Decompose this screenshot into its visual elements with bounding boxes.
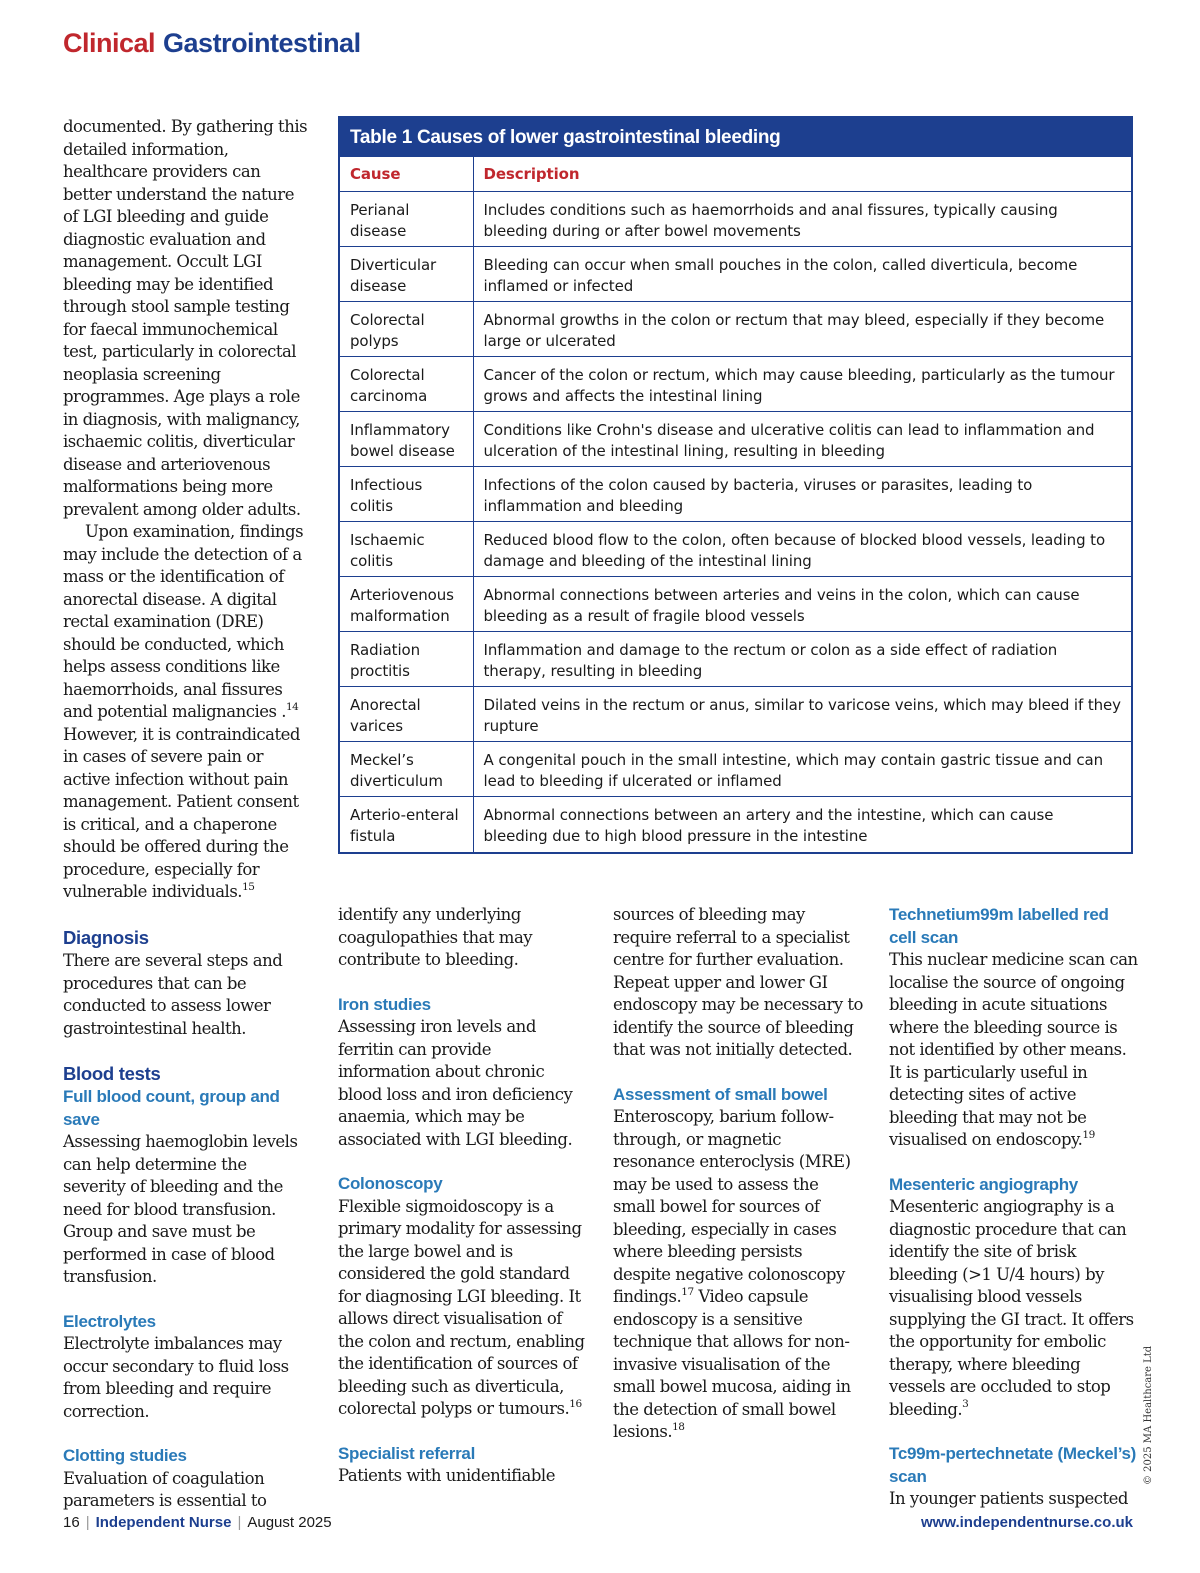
description-cell: Infections of the colon caused by bacteria, viruses or parasites, leading to inflammation and bleeding bbox=[473, 467, 1131, 522]
column-3 bbox=[613, 904, 863, 1444]
cause-cell: Diverticular disease bbox=[340, 247, 473, 302]
text: However, it is contraindicated in cases of severe pain or active infection without pain management. Patient consent is critical, and a chaperone should be offered during the procedure, especially for vulnerable individuals. bbox=[63, 724, 300, 901]
column-1-top bbox=[63, 116, 311, 904]
header-description: Description bbox=[473, 157, 1131, 192]
description-cell: Inflammation and damage to the rectum or colon as a side effect of radiation therapy, resulting in bleeding bbox=[473, 632, 1131, 687]
section-header bbox=[63, 28, 361, 59]
paragraph: Assessing haemoglobin levels can help determine the severity of bleeding and the need for blood transfusion. Group and save must be performed in case of blood transfusion. bbox=[63, 1132, 298, 1286]
text: Upon examination, findings may include the detection of a mass or the identification of anorectal disease. A digital rectal examination (DRE) should be conducted, which helps assess conditions like haemorrhoids, anal fissures and potential malignancies . bbox=[63, 522, 304, 721]
separator: | bbox=[237, 1514, 242, 1531]
cause-cell: Infectious colitis bbox=[340, 467, 473, 522]
description-cell: Includes conditions such as haemorrhoids and anal fissures, typically causing bleeding during or after bowel movements bbox=[473, 192, 1131, 247]
cause-cell: Meckel’s diverticulum bbox=[340, 742, 473, 797]
reference: 3 bbox=[962, 1398, 969, 1410]
heading-colonoscopy: Colonoscopy bbox=[338, 1174, 443, 1193]
table-row bbox=[340, 797, 1131, 852]
separator: | bbox=[85, 1514, 90, 1531]
reference: 18 bbox=[672, 1420, 685, 1433]
heading-iron-studies: Iron studies bbox=[338, 994, 431, 1014]
heading-mesenteric-angiography: Mesenteric angiography bbox=[889, 1174, 1078, 1194]
text: Mesenteric angiography is a diagnostic procedure that can identify the site of brisk bleeding (>1 U/4 hours) by visualising blood vessels supplying the GI tract. It offers the opportunity for embolic therapy, where bleeding vessels are occluded to stop bleeding. bbox=[889, 1197, 1134, 1419]
table-row bbox=[340, 522, 1131, 577]
heading-small-bowel: Assessment of small bowel bbox=[613, 1084, 828, 1104]
heading-diagnosis: Diagnosis bbox=[63, 927, 149, 948]
cause-cell: Radiation proctitis bbox=[340, 632, 473, 687]
heading-electrolytes: Electrolytes bbox=[63, 1311, 156, 1331]
paragraph: Patients with unidentifiable bbox=[338, 1466, 555, 1485]
description-cell: Abnormal connections between an artery and the intestine, which can cause bleeding due to high blood pressure in the intestine bbox=[473, 797, 1131, 852]
header-cause: Cause bbox=[340, 157, 473, 192]
description-cell: Abnormal growths in the colon or rectum that may bleed, especially if they become large or ulcerated bbox=[473, 302, 1131, 357]
paragraph: Assessing iron levels and ferritin can provide information about chronic blood loss and iron deficiency anaemia, which may be associated with LGI bleeding. bbox=[338, 1017, 573, 1149]
table-grid bbox=[340, 156, 1131, 852]
description-cell: Bleeding can occur when small pouches in the colon, called diverticula, become inflamed or infected bbox=[473, 247, 1131, 302]
reference: 17 bbox=[681, 1285, 694, 1298]
description-cell: Reduced blood flow to the colon, often because of blocked blood vessels, leading to damage and bleeding of the intestinal lining bbox=[473, 522, 1131, 577]
paragraph: Electrolyte imbalances may occur secondary to fluid loss from bleeding and require correction. bbox=[63, 1334, 289, 1421]
table-row bbox=[340, 357, 1131, 412]
heading-specialist-referral: Specialist referral bbox=[338, 1443, 475, 1463]
column-4 bbox=[889, 904, 1139, 1511]
cause-cell: Arteriovenous malformation bbox=[340, 577, 473, 632]
column-1-bottom bbox=[63, 926, 311, 1513]
paragraph bbox=[613, 1106, 863, 1444]
copyright-notice: © 2025 MA Healthcare Ltd bbox=[1143, 1345, 1154, 1485]
paragraph bbox=[889, 1196, 1139, 1421]
heading-blood-tests: Blood tests bbox=[63, 1063, 161, 1084]
paragraph: In younger patients suspected bbox=[889, 1489, 1128, 1508]
table-title: Table 1 Causes of lower gastrointestinal bleeding bbox=[340, 118, 1131, 156]
text: This nuclear medicine scan can localise the source of ongoing bleeding in acute situations where the bleeding source is not identified by other means. It is particularly useful in detecting sites of active bleeding that may not be visualised on endoscopy. bbox=[889, 950, 1138, 1149]
text: Video capsule endoscopy is a sensitive technique that allows for non-invasive visualisation of the small bowel mucosa, aiding in the detection of small bowel lesions. bbox=[613, 1287, 851, 1441]
table-row bbox=[340, 302, 1131, 357]
cause-cell: Arterio-enteral fistula bbox=[340, 797, 473, 852]
table-header-row bbox=[340, 157, 1131, 192]
table-row bbox=[340, 247, 1131, 302]
subsection-label: Gastrointestinal bbox=[163, 28, 361, 58]
paragraph: sources of bleeding may require referral to a specialist centre for further evaluation. Repeat upper and lower GI endoscopy may be necessary to identify the source of bleeding that was not initially detected. bbox=[613, 905, 863, 1059]
cause-cell: Inflammatory bowel disease bbox=[340, 412, 473, 467]
column-2 bbox=[338, 904, 586, 1488]
page-number: 16 bbox=[63, 1514, 80, 1531]
table-row bbox=[340, 742, 1131, 797]
table-row bbox=[340, 577, 1131, 632]
causes-table bbox=[338, 116, 1133, 854]
cause-cell: Colorectal polyps bbox=[340, 302, 473, 357]
issue-date: August 2025 bbox=[247, 1514, 332, 1531]
table-row bbox=[340, 687, 1131, 742]
paragraph bbox=[889, 949, 1139, 1152]
reference: 14 bbox=[286, 700, 299, 713]
paragraph bbox=[63, 521, 311, 904]
magazine-name: Independent Nurse bbox=[95, 1514, 232, 1531]
footer-url[interactable]: www.independentnurse.co.uk bbox=[921, 1514, 1133, 1531]
cause-cell: Colorectal carcinoma bbox=[340, 357, 473, 412]
description-cell: Dilated veins in the rectum or anus, similar to varicose veins, which may bleed if they rupture bbox=[473, 687, 1131, 742]
paragraph: documented. By gathering this detailed information, healthcare providers can better understand the nature of LGI bleeding and guide diagnostic evaluation and management. Occult LGI bleeding may be identified through stool sample testing for faecal immunochemical test, particularly in colorectal neoplasia screening programmes. Age plays a role in diagnosis, with malignancy, ischaemic colitis, diverticular disease and arteriovenous malformations being more prevalent among older adults. bbox=[63, 117, 308, 519]
table-row bbox=[340, 412, 1131, 467]
reference: 16 bbox=[569, 1397, 582, 1410]
reference: 19 bbox=[1082, 1128, 1095, 1141]
paragraph: There are several steps and procedures that can be conducted to assess lower gastrointestinal health. bbox=[63, 951, 283, 1038]
paragraph: Evaluation of coagulation parameters is essential to bbox=[63, 1468, 267, 1510]
table-row bbox=[340, 632, 1131, 687]
description-cell: Cancer of the colon or rectum, which may cause bleeding, particularly as the tumour grows and affects the intestinal lining bbox=[473, 357, 1131, 412]
table-row bbox=[340, 467, 1131, 522]
table-row bbox=[340, 192, 1131, 247]
description-cell: Conditions like Crohn's disease and ulcerative colitis can lead to inflammation and ulceration of the intestinal lining, resulting in bleeding bbox=[473, 412, 1131, 467]
heading-fbc: Full blood count, group and save bbox=[63, 1087, 280, 1129]
section-label: Clinical bbox=[63, 28, 156, 58]
paragraph bbox=[338, 1196, 586, 1421]
reference: 15 bbox=[242, 880, 255, 893]
cause-cell: Perianal disease bbox=[340, 192, 473, 247]
description-cell: A congenital pouch in the small intestine, which may contain gastric tissue and can lead to bleeding if ulcerated or inflamed bbox=[473, 742, 1131, 797]
cause-cell: Anorectal varices bbox=[340, 687, 473, 742]
heading-technetium-scan: Technetium99m labelled red cell scan bbox=[889, 905, 1109, 947]
footer-left bbox=[63, 1514, 332, 1531]
paragraph: identify any underlying coagulopathies that may contribute to bleeding. bbox=[338, 905, 533, 969]
cause-cell: Ischaemic colitis bbox=[340, 522, 473, 577]
heading-clotting: Clotting studies bbox=[63, 1446, 187, 1465]
text: Flexible sigmoidoscopy is a primary modality for assessing the large bowel and is considered the gold standard for diagnosing LGI bleeding. It allows direct visualisation of the colon and rectum, enabling the identification of sources of bleeding such as diverticula, colorectal polyps or tumours. bbox=[338, 1196, 585, 1418]
heading-meckel-scan: Tc99m-pertechnetate (Meckel’s) scan bbox=[889, 1444, 1137, 1486]
text: Enteroscopy, barium follow-through, or magnetic resonance enteroclysis (MRE) may be used to assess the small bowel for sources of bleeding, especially in cases where bleeding persists despite negative colonoscopy findings. bbox=[613, 1107, 851, 1306]
description-cell: Abnormal connections between arteries and veins in the colon, which can cause bleeding as a result of fragile blood vessels bbox=[473, 577, 1131, 632]
